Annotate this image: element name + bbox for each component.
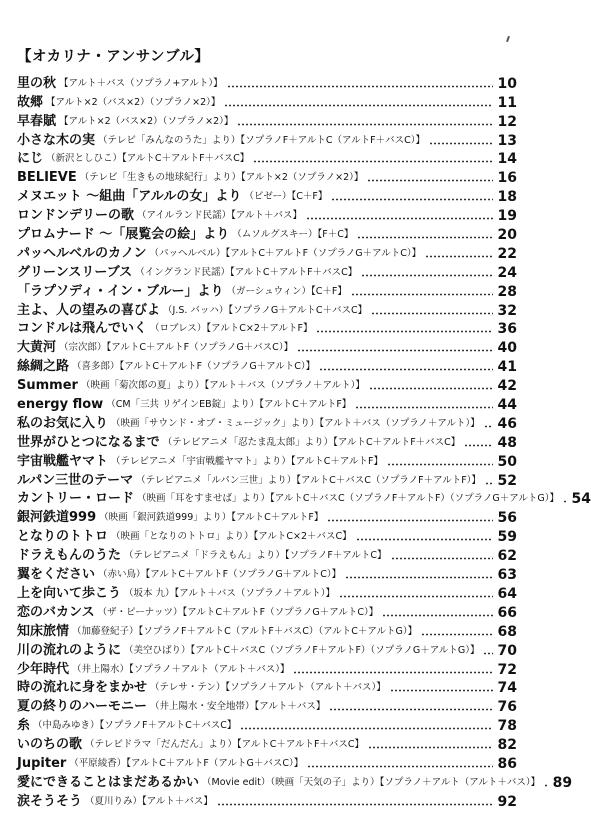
entry-title: 上を向いて歩こう [17,585,122,601]
entry-page-number: 66 [497,604,517,621]
entry-arrangement: （夏川りみ）【アルト＋バス】 [85,795,213,807]
entry-page-number: 68 [497,623,517,640]
entry-title: メヌエット 〜組曲「アルルの女」より [17,189,242,205]
entry-title: 大黄河 [17,340,57,356]
entry-arrangement: （テレビアニメ「宇宙戦艦ヤマト」より）【アルトC＋アルトF】 [111,455,383,467]
entry-page-number: 86 [497,755,517,772]
entry-title: energy flow [17,397,104,413]
entry-title: 知床旅情 [17,623,70,639]
toc-entry [17,622,517,641]
entry-page-number: 72 [497,661,517,678]
entry-page-number: 22 [497,245,517,262]
toc-entry [17,395,517,414]
dot-leader [367,179,493,182]
entry-title: 早春賦 [17,113,57,129]
entry-title: 愛にできることはまだあるかい [17,774,200,790]
entry-arrangement: （映画「サウンド・オブ・ミュージック」より）【アルト＋バス（ソプラノ＋アルト）】 [111,417,480,429]
entry-arrangement: （イングランド民謡）【アルトC＋アルトF＋バスC】 [135,266,358,278]
entry-arrangement: （テレビ「生きもの地球紀行」より）【アルト×2（ソプラノ×2）】 [79,172,364,184]
entry-arrangement: （宗次郎）【アルトC＋アルトF（ソプラノG＋バスC）】 [59,342,294,354]
corner-mark [506,36,510,42]
entry-page-number: 28 [497,283,517,300]
dot-leader [425,255,493,258]
entry-page-number: 42 [497,378,517,395]
entry-page-number: 19 [497,208,517,225]
entry-arrangement: （テレビアニメ「忍たま乱太郎」より）【アルトC＋アルトF＋バスC】 [162,436,461,448]
toc-entry [17,660,517,679]
toc-entry [17,641,517,660]
entry-arrangement: （映画「銀河鉄道999」より）【アルトC＋アルトF】 [99,512,324,524]
dot-leader [429,142,493,145]
entry-page-number: 63 [497,567,517,584]
entry-page-number: 52 [497,472,517,489]
entry-title: 糸 [17,718,31,734]
entry-arrangement: （井上陽水）【ソプラノ＋アルト（アルト＋バス）】 [72,663,290,675]
entry-page-number: 48 [497,434,517,451]
entry-page-number: 76 [497,699,517,716]
entry-page-number: 14 [497,151,517,168]
dot-leader [483,652,493,655]
entry-arrangement: （ザ・ピーナッツ）【アルトC＋アルトF（ソプラノG＋アルトC）】 [97,606,379,618]
entry-title: 主よ、人の望みの喜びよ [17,302,161,318]
entry-arrangement: （美空ひばり）【アルトC＋バスC（ソプラノF＋アルトF）（ソプラノG＋アルトG）】 [124,644,480,656]
toc-entry [17,338,517,357]
toc-entry [17,376,517,395]
entry-page-number: 78 [497,718,517,735]
toc-entry [17,527,517,546]
entry-title: パッヘルベルのカノン [17,245,147,261]
entry-arrangement: （映画「となりのトトロ」より）【アルトC×2＋バスC】 [111,531,352,543]
entry-page-number: 41 [497,359,517,376]
entry-page-number: 46 [497,415,517,432]
entry-title: プロムナード 〜「展覧会の絵」より [17,227,230,243]
entry-page-number: 20 [497,227,517,244]
toc-entry [17,716,517,735]
entry-page-number: 36 [497,321,517,338]
entry-arrangement: （パッヘルベル）【アルトC＋アルトF（ソプラノG＋アルトC）】 [149,247,422,259]
entry-title: 故郷 [17,94,44,110]
entry-title: いのちの歌 [17,737,83,753]
entry-arrangement: （坂本 九）【アルト＋バス（ソプラノ＋アルト）】 [124,587,335,599]
dot-leader [224,104,493,107]
toc-entry [17,433,517,452]
dot-leader [544,784,548,787]
entry-arrangement: （ガーシュウィン）【C＋F】 [226,285,347,297]
entry-page-number: 70 [497,642,517,659]
toc-entry [17,225,517,244]
toc-entry [17,131,517,150]
dot-leader [240,727,493,730]
entry-title: となりのトトロ [17,529,109,545]
entry-title: にじ [17,151,44,167]
entry-arrangement: （J.S. バッハ）【ソプラノG＋アルトC＋バスC】 [163,304,368,316]
entry-title: BELIEVE [17,170,77,186]
entry-arrangement: （加藤登紀子）【ソプラノF＋アルトC（アルトF＋バスC）（アルトC＋アルトG）】 [72,625,418,637]
dot-leader [368,746,493,749]
entry-page-number: 64 [497,585,517,602]
toc-entry [17,244,517,263]
dot-leader [356,538,493,541]
dot-leader [327,519,493,522]
entry-arrangement: （テレサ・テン）【ソプラノ＋アルト（アルト＋バス）】 [150,682,386,694]
entry-arrangement: （井上陽水・安全地帯）【アルト＋バス】 [150,701,326,713]
entry-title: 宇宙戦艦ヤマト [17,453,109,469]
entry-arrangement: （テレビ「みんなのうた」より）【ソプラノF＋アルトC（アルトF＋バスC）】 [98,134,425,146]
toc-entry [17,471,517,490]
dot-leader [391,557,493,560]
dot-leader [563,500,567,503]
entry-arrangement: （喜多郎）【アルトC＋アルトF（ソプラノG＋アルトC）】 [72,361,316,373]
entry-arrangement: （アイルランド民謡）【アルト＋バス】 [137,210,303,222]
dot-leader [217,803,493,806]
entry-arrangement: （中島みゆき）【ソプラノF＋アルトC＋バスC】 [33,720,237,732]
dot-leader [382,614,493,617]
dot-leader [307,765,493,768]
dot-leader [390,689,493,692]
toc-entry [17,112,517,131]
entry-title: 少年時代 [17,661,70,677]
entry-title: ドラえもんのうた [17,548,122,564]
toc-entry [17,150,517,169]
dot-leader [316,330,493,333]
entry-title: 里の秋 [17,75,57,91]
entry-title: ルパン三世のテーマ [17,472,134,488]
dot-leader [339,595,493,598]
entry-title: 恋のバカンス [17,604,95,620]
toc-entry [17,565,517,584]
dot-leader [329,708,493,711]
toc-entry [17,508,517,527]
entry-page-number: 12 [497,113,517,130]
entry-page-number: 16 [497,170,517,187]
entry-arrangement: （赤い鳥）【アルトC＋アルトF（ソプラノG＋アルトC）】 [98,569,342,581]
entry-page-number: 59 [497,529,517,546]
entry-page-number: 89 [552,774,573,791]
entry-title: ロンドンデリーの歌 [17,208,135,224]
entry-title: 翼をください [17,567,96,583]
entry-page-number: 18 [497,189,517,206]
entry-title: 私のお気に入り [17,415,109,431]
entry-page-number: 40 [497,340,517,357]
dot-leader [227,85,493,88]
entry-page-number: 44 [497,397,517,414]
entry-page-number: 54 [571,491,591,508]
dot-leader [421,633,493,636]
dot-leader [464,444,493,447]
dot-leader [319,368,493,371]
toc-entry [17,792,517,811]
dot-leader [306,217,493,220]
dot-leader [345,576,493,579]
toc-entry [17,773,573,792]
entry-page-number: 10 [497,75,517,92]
entry-title: 世界がひとつになるまで [17,434,160,450]
toc-entry [17,490,591,509]
toc-entry [17,546,517,565]
entry-title: Summer [17,378,78,394]
toc-entry [17,452,517,471]
entry-title: 小さな木の実 [17,132,96,148]
entry-arrangement: （CM「三共 リゲインEB錠」より）【アルトC＋アルトF】 [106,399,352,411]
toc-entry [17,603,517,622]
entry-page-number: 24 [497,264,517,281]
dot-leader [331,198,493,201]
entry-title: グリーンスリーブス [17,264,133,280]
dot-leader [361,274,493,277]
entry-arrangement: 【アルト×2（バス×2）（ソプラノ×2）】 [59,115,234,127]
dot-leader [369,387,493,390]
entry-page-number: 82 [497,737,517,754]
dot-leader [253,160,493,163]
toc-entry [17,187,517,206]
dot-leader [387,463,493,466]
entry-arrangement: （テレビドラマ「だんだん」より）【アルトC＋アルトF＋バスC】 [85,739,365,751]
dot-leader [357,236,493,239]
toc-entry [17,320,517,339]
toc-entry [17,357,517,376]
entry-arrangement: （ビゼー）【C＋F】 [244,191,328,203]
entry-arrangement: （平原綾香）【アルトC＋アルトF（アルトG＋バスC）】 [69,757,304,769]
dot-leader [485,482,493,485]
entry-page-number: 92 [497,793,517,810]
entry-title: 銀河鉄道999 [17,510,97,526]
toc-entry [17,697,517,716]
entry-title: Jupiter [17,755,67,771]
entry-title: 時の流れに身をまかせ [17,680,148,696]
dot-leader [355,406,493,409]
entry-page-number: 32 [497,302,517,319]
toc-entry [17,414,517,433]
entry-page-number: 62 [497,548,517,565]
toc-entry [17,282,517,301]
toc-entry [17,74,517,93]
toc-entry [17,301,517,320]
table-of-contents [17,74,591,811]
entry-arrangement: （ムソルグスキー）【F＋C】 [232,229,354,241]
entry-arrangement: （映画「菊次郎の夏」より）【アルト＋バス（ソプラノ＋アルト）】 [80,380,365,392]
dot-leader [371,312,493,315]
entry-title: 「ラプソディ・イン・ブルー」より [17,283,224,299]
entry-page-number: 74 [497,680,517,697]
entry-title: 川の流れのように [17,642,122,658]
toc-entry [17,679,517,698]
dot-leader [293,671,493,674]
entry-page-number: 50 [497,453,517,470]
entry-arrangement: （ロブレス）【アルトC×2＋アルトF】 [150,323,313,335]
entry-arrangement: （映画「耳をすませば」より）【アルトC＋バスC（ソプラノF＋アルトF）（ソプラノG＋アルトG）】 [137,493,559,505]
entry-arrangement: 【アルト＋バス（ソプラノ+アルト）】 [59,77,223,89]
toc-entry [17,206,517,225]
dot-leader [484,425,493,428]
entry-arrangement: 【アルト×2（バス×2）（ソプラノ×2）】 [46,96,221,108]
dot-leader [237,123,493,126]
entry-title: コンドルは飛んでいく [17,321,148,337]
entry-arrangement: （テレビアニメ「ドラえもん」より）【ソプラノF＋アルトC】 [124,550,387,562]
entry-page-number: 56 [497,510,517,527]
entry-arrangement: （Movie edit）（映画「天気の子」より）【ソプラノ＋アルト（アルト＋バス）】 [202,776,541,788]
toc-entry [17,584,517,603]
section-title: 【オカリナ・アンサンブル】 [17,49,210,65]
toc-entry [17,168,517,187]
entry-arrangement: （新沢としひこ）【アルトC＋アルトF＋バスC】 [46,153,250,165]
entry-arrangement: （テレビアニメ「ルパン三世」より）【アルトC＋バスC（ソプラノF＋アルトF）】 [136,474,481,486]
toc-entry [17,735,517,754]
entry-title: 夏の終りのハーモニー [17,699,148,715]
toc-entry [17,754,517,773]
entry-page-number: 11 [497,94,517,111]
dot-leader [351,293,493,296]
entry-title: 涙そうそう [17,793,83,809]
entry-title: カントリー・ロード [17,491,135,507]
entry-page-number: 13 [497,132,517,149]
toc-entry [17,263,517,282]
entry-title: 絲綢之路 [17,359,70,375]
dot-leader [297,349,493,352]
toc-entry [17,93,517,112]
